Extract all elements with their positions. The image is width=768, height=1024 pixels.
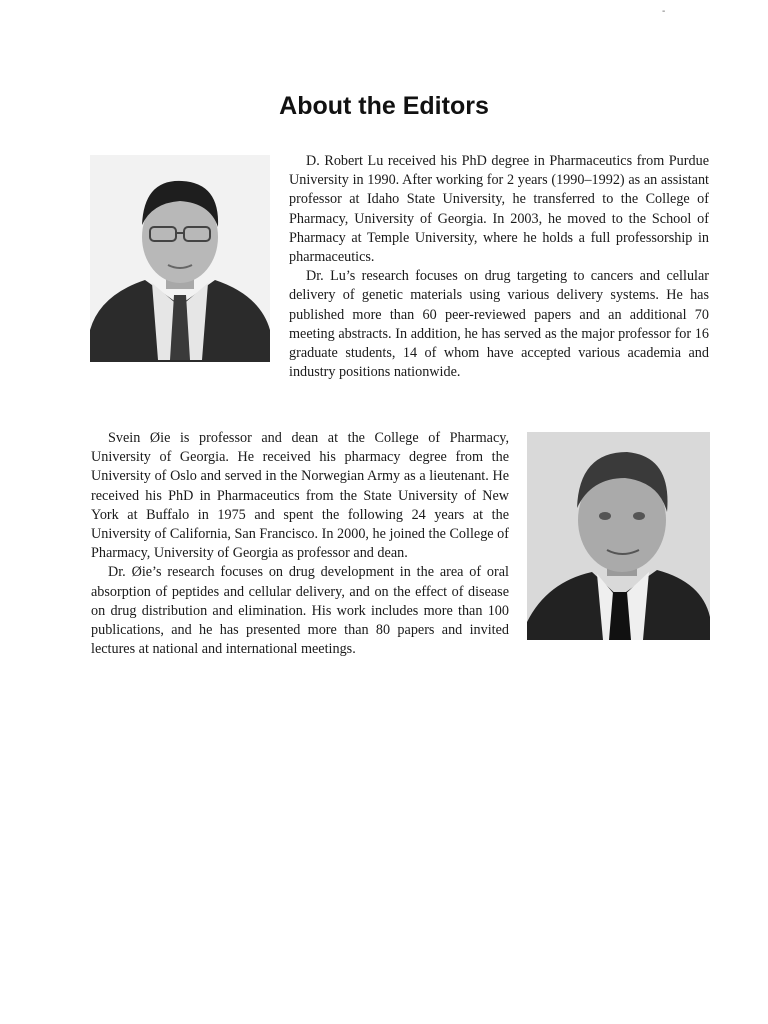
editor-bio-oie xyxy=(91,429,509,659)
bio-paragraph: Dr. Øie’s research focuses on drug development in the area of oral absorption of peptides and cellular delivery, and on the effect of disease on drug distribution and elimination. His work includes more than 100 publications, and he has presented more than 80 papers and invited lectures at national and international meetings. xyxy=(91,564,509,658)
bio-paragraph: Svein Øie is professor and dean at the College of Pharmacy, University of Georgia. He received his pharmacy degree from the University of Oslo and served in the Norwegian Army as a lieutenant. He received his PhD in Pharmaceutics from the State University of New York at Buffalo in 1975 and spent the following 24 years at the University of California, San Francisco. In 2000, he joined the College of Pharmacy, University of Georgia as professor and dean. xyxy=(91,430,509,562)
editor-bio-lu xyxy=(289,152,709,382)
editor-photo-lu xyxy=(90,155,270,362)
portrait-photo-icon xyxy=(527,432,710,640)
bio-paragraph: D. Robert Lu received his PhD degree in Pharmaceutics from Purdue University in 1990. After working for 2 years (1990–1992) as an assistant professor at Idaho State University, he transferred to the College of Pharmacy, University of Georgia. In 2003, he moved to the School of Pharmacy at Temple University, where he holds a full professorship in pharmaceutics. xyxy=(289,153,709,266)
bio-paragraph: Dr. Lu’s research focuses on drug targeting to cancers and cellular delivery of genetic materials using various delivery systems. He has published more than 60 peer-reviewed papers and an additional 70 meeting abstracts. In addition, he has served as the major professor for 16 graduate students, 14 of whom have accepted various academia and industry positions nationwide. xyxy=(289,268,709,381)
portrait-photo-icon xyxy=(90,155,270,362)
editor-photo-oie xyxy=(527,432,710,640)
corner-mark: - xyxy=(662,6,666,17)
page-title: About the Editors xyxy=(279,92,489,120)
